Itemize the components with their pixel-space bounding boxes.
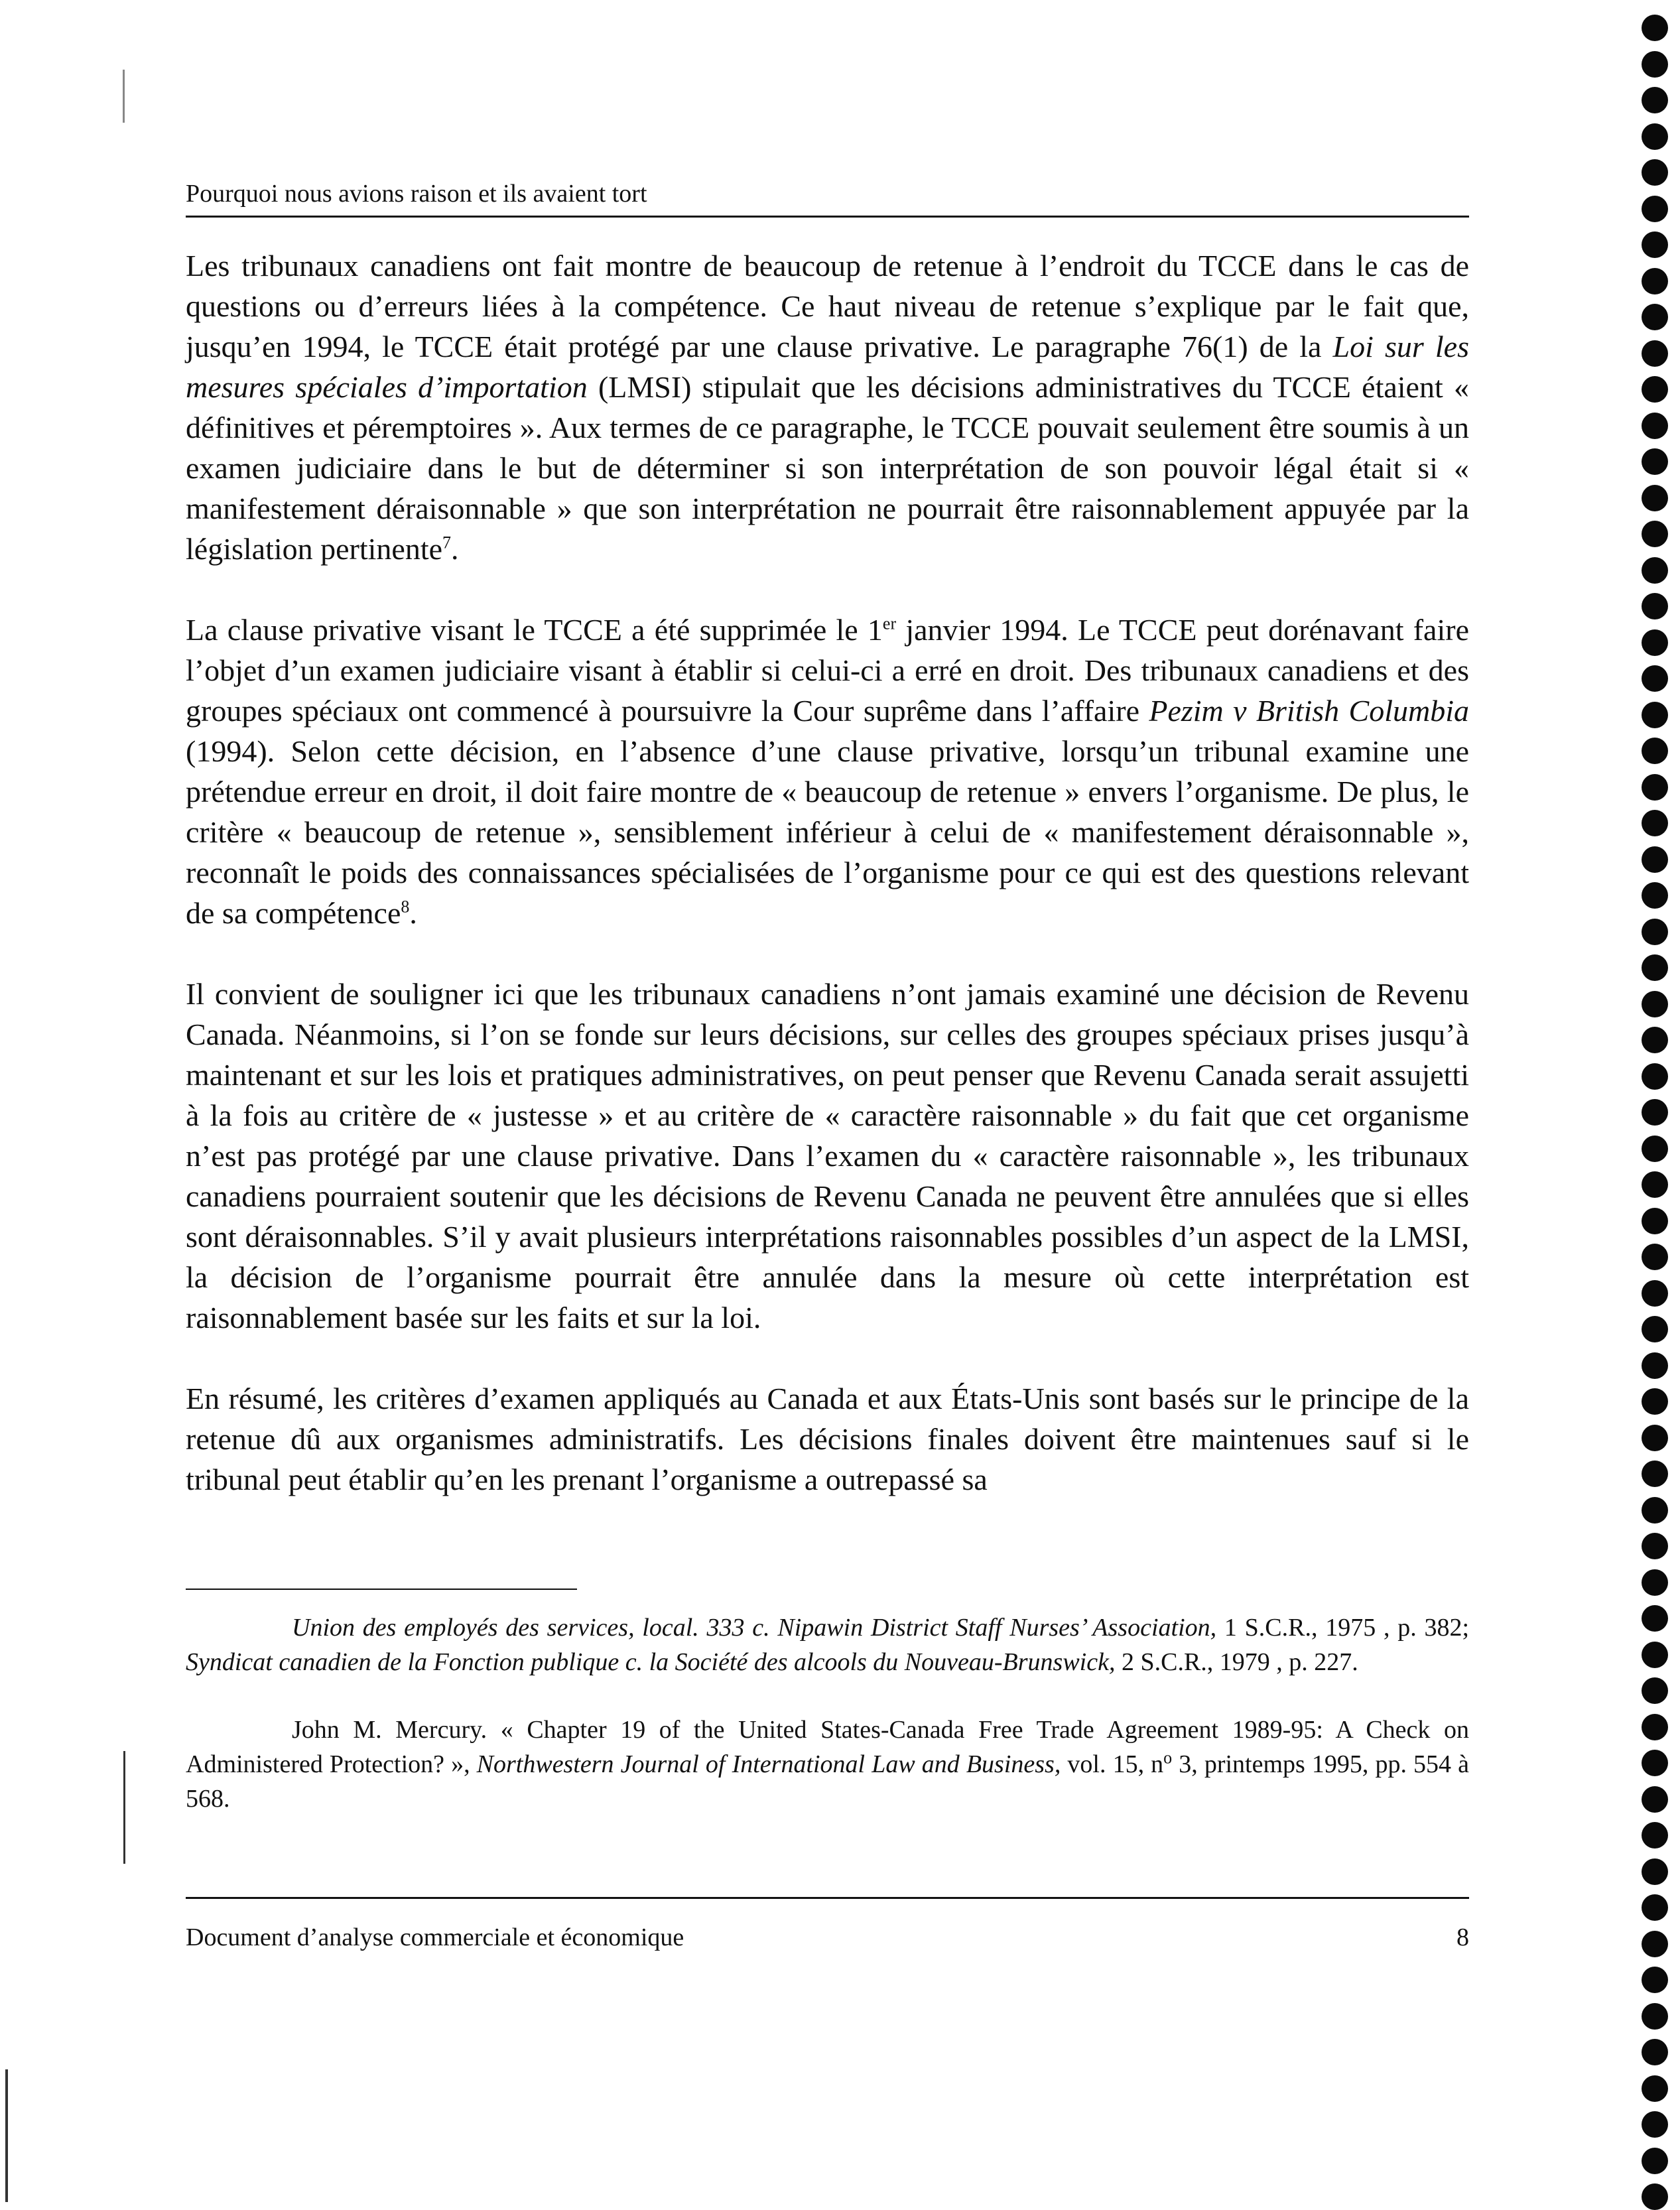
- binding-hole: [1642, 521, 1668, 547]
- binding-hole: [1642, 1316, 1668, 1342]
- binding-hole: [1642, 2148, 1668, 2174]
- binding-hole: [1642, 1063, 1668, 1090]
- paragraph-4: En résumé, les critères d’examen appliqués au Canada et aux États-Unis sont basés sur le principe de la retenue dû aux organismes administratifs. Les décisions finales doivent être maintenues sauf si le tribunal peut établir qu’en les prenant l’organisme a outrepassé sa: [186, 1382, 1469, 1496]
- binding-hole: [1642, 738, 1668, 764]
- statute-title: Loi sur les mesures spéciales d’importation: [186, 330, 1470, 404]
- footnotes: [186, 1610, 1469, 1849]
- case-title: Pezim v British Columbia: [1149, 694, 1469, 728]
- binding-hole: [1642, 1244, 1668, 1270]
- binding-hole: [1642, 846, 1668, 873]
- binding-hole: [1642, 2111, 1668, 2138]
- binding-hole: [1642, 2183, 1668, 2210]
- binding-hole: [1642, 268, 1668, 294]
- binding-hole: [1642, 1497, 1668, 1524]
- binding-hole: [1642, 1677, 1668, 1704]
- binding-hole: [1642, 1388, 1668, 1415]
- binding-hole: [1642, 1967, 1668, 1993]
- footnote-8: John M. Mercury. « Chapter 19 of the United States-Canada Free Trade Agreement 1989-95: A Check on Administered Protection? », Northwestern Journal of International Law and Business, vol. 15, $n^o$ 3, printemps 1995, pp. 554 à 568.: [186, 1716, 1469, 1813]
- binding-hole: [1642, 1894, 1668, 1921]
- binding-hole: [1642, 1569, 1668, 1596]
- binding-hole: [1642, 1136, 1668, 1162]
- binding-hole: [1642, 1642, 1668, 1668]
- binding-hole: [1642, 1208, 1668, 1234]
- binding-hole: [1642, 1605, 1668, 1632]
- binding-hole: [1642, 557, 1668, 584]
- binding-hole: [1642, 954, 1668, 981]
- page-number: 8: [1456, 1923, 1469, 1951]
- binding-hole: [1642, 413, 1668, 439]
- binding-hole: [1642, 2039, 1668, 2065]
- binding-hole: [1642, 665, 1668, 692]
- binding-hole: [1642, 1931, 1668, 1957]
- scan-artifact: [5, 2069, 8, 2202]
- binding-hole: [1642, 159, 1668, 186]
- page-footer: [186, 1921, 1469, 1953]
- binding-hole: [1642, 123, 1668, 150]
- binding-hole: [1642, 1280, 1668, 1307]
- header-rule: [186, 216, 1469, 218]
- scan-artifact: [123, 1751, 125, 1864]
- binding-hole: [1642, 340, 1668, 367]
- binding-hole: [1642, 593, 1668, 619]
- paragraph-1: Les tribunaux canadiens ont fait montre de beaucoup de retenue à l’endroit du TCCE dans le cas de questions ou d’erreurs liées à la compétence. Ce haut niveau de retenue s’explique par le fait que, jusqu’en 1994, le TCCE était protégé par une clause privative. Le paragraphe 76(1) de la Loi sur les mesures spéciales d’importation (LMSI) stipulait que les décisions administratives du TCCE étaient « définitives et péremptoires ». Aux termes de ce paragraphe, le TCCE pouvait seulement être soumis à un examen judiciaire dans le but de déterminer si son interprétation de son pouvoir légal était si « manifestement déraisonnable » que son interprétation ne pourrait être raisonnablement appuyée par la législation pertinente$^7$.: [186, 249, 1470, 566]
- footer-rule: [186, 1897, 1469, 1899]
- binding-hole: [1642, 991, 1668, 1017]
- binding-hole: [1642, 231, 1668, 258]
- binding-hole: [1642, 376, 1668, 403]
- binding-hole: [1642, 919, 1668, 945]
- binding-hole: [1642, 1858, 1668, 1885]
- binding-hole: [1642, 304, 1668, 330]
- binding-hole: [1642, 1027, 1668, 1053]
- footnote-7: Union des employés des services, local. 333 c. Nipawin District Staff Nurses’ Association, 1 S.C.R., 1975 , p. 382; Syndicat canadien de la Fonction publique c. la Société des alcools du Nouveau-Brunswick, 2 S.C.R., 1979 , p. 227.: [186, 1614, 1469, 1676]
- binding-hole: [1642, 1533, 1668, 1559]
- binding-hole: [1642, 1714, 1668, 1740]
- binding-hole: [1642, 1822, 1668, 1849]
- binding-hole: [1642, 1352, 1668, 1379]
- binding-hole: [1642, 629, 1668, 656]
- body-text: [186, 245, 1469, 1500]
- binding-hole: [1642, 702, 1668, 728]
- binding-hole: [1642, 1099, 1668, 1126]
- binding-hole: [1642, 2075, 1668, 2102]
- binding-hole: [1642, 51, 1668, 78]
- running-header: Pourquoi nous avions raison et ils avaient tort: [186, 180, 647, 208]
- publication-title: Document d’analyse commerciale et économique: [186, 1923, 684, 1951]
- paragraph-3: Il convient de souligner ici que les tribunaux canadiens n’ont jamais examiné une décision de Revenu Canada. Néanmoins, si l’on se fonde sur leurs décisions, sur celles des groupes spéciaux prises jusqu’à maintenant et sur les lois et pratiques administratives, on peut penser que Revenu Canada serait assujetti à la fois au critère de « justesse » et au critère de « caractère raisonnable » du fait que cet organisme n’est pas protégé par une clause privative. Dans l’examen du « caractère raisonnable », les tribunaux canadiens pourraient soutenir que les décisions de Revenu Canada ne peuvent être annulées que si elles sont déraisonnables. S’il y avait plusieurs interprétations raisonnables possibles d’un aspect de la LMSI, la décision de l’organisme pourrait être annulée dans la mesure où cette interprétation est raisonnablement basée sur les faits et sur la loi.: [186, 977, 1469, 1334]
- binding-hole: [1642, 448, 1668, 475]
- footnote-ref-7[interactable]: 7: [442, 533, 452, 552]
- binding-hole: [1642, 2003, 1668, 2030]
- binding-hole: [1642, 87, 1668, 113]
- binding-hole: [1642, 485, 1668, 511]
- scan-artifact: [123, 70, 125, 123]
- ordinal-superscript: er: [882, 614, 897, 633]
- footnote-ref-8[interactable]: 8: [401, 897, 410, 917]
- binding-hole: [1642, 774, 1668, 801]
- binding-hole: [1642, 196, 1668, 222]
- binding-hole: [1642, 1425, 1668, 1451]
- paragraph-2: La clause privative visant le TCCE a été supprimée le 1er janvier 1994. Le TCCE peut dorénavant faire l’objet d’un examen judiciaire visant à établir si celui-ci a erré en droit. Des tribunaux canadiens et des groupes spéciaux ont commencé à poursuivre la Cour suprême dans l’affaire Pezim v British Columbia (1994). Selon cette décision, en l’absence d’une clause privative, lorsqu’un tribunal examine une prétendue erreur en droit, il doit faire montre de « beaucoup de retenue » envers l’organisme. De plus, le critère « beaucoup de retenue », sensiblement inférieur à celui de « manifestement déraisonnable », reconnaît le poids des connaissances spécialisées de l’organisme pour ce qui est des questions relevant de sa compétence$^8$.: [186, 613, 1469, 930]
- binding-hole: [1642, 15, 1668, 41]
- binding-hole: [1642, 882, 1668, 909]
- footnote-separator: [186, 1589, 577, 1590]
- binding-hole: [1642, 1171, 1668, 1198]
- binding-hole: [1642, 1786, 1668, 1813]
- binding-hole: [1642, 1461, 1668, 1487]
- binding-hole: [1642, 1750, 1668, 1776]
- spiral-binding-holes: [1638, 0, 1671, 2203]
- binding-hole: [1642, 810, 1668, 836]
